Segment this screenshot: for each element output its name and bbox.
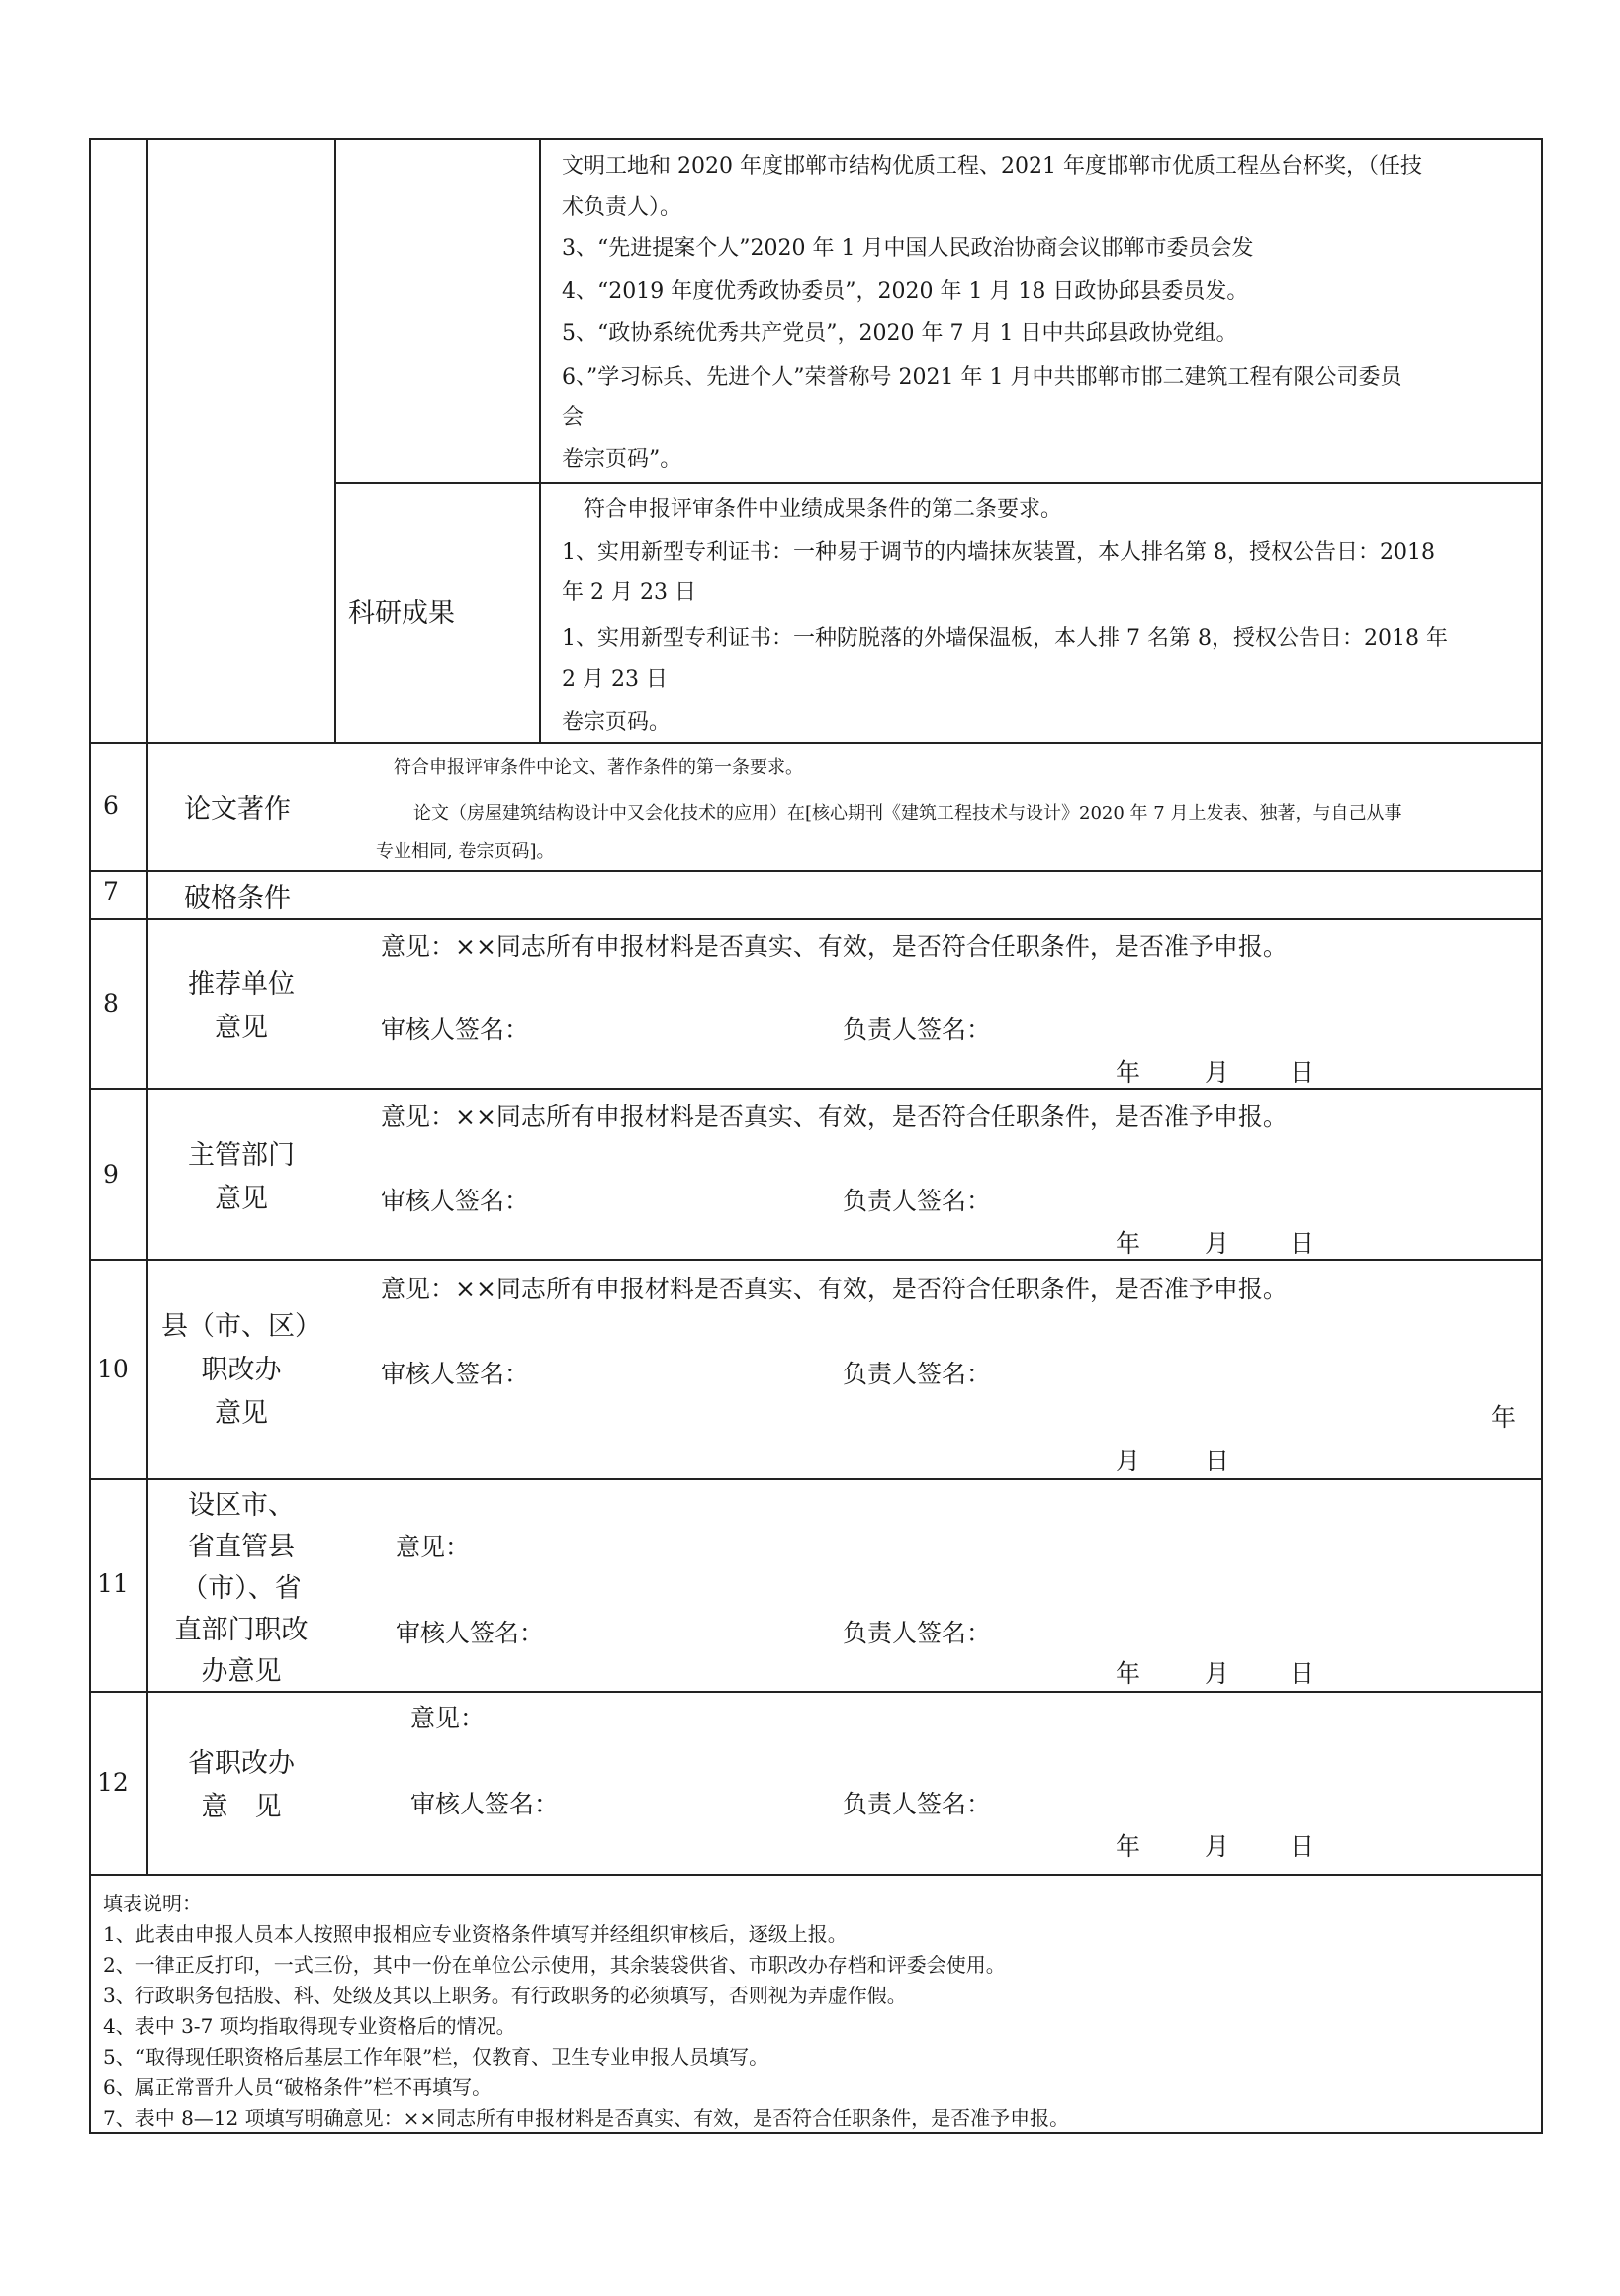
- row-number: 9: [103, 1160, 119, 1189]
- row-divider-8: [89, 1088, 1543, 1090]
- label-line: 直部门职改: [174, 1615, 309, 1645]
- label-line: 意 见: [201, 1792, 282, 1822]
- reviewer-signature-label: 审核人签名：: [381, 1187, 530, 1215]
- date-year: 年: [1116, 1229, 1141, 1258]
- row-divider-6: [89, 870, 1543, 872]
- awards-line: 6、”学习标兵、先进个人”荣誉称号 2021 年 1 月中共邯郸市邯二建筑工程有限公司委员: [562, 365, 1402, 390]
- row-number: 10: [97, 1355, 129, 1383]
- date-month: 月: [1116, 1447, 1141, 1475]
- research-line: 符合申报评审条件中业绩成果条件的第二条要求。: [584, 497, 1063, 522]
- papers-line: 专业相同, 卷宗页码]。: [376, 841, 555, 862]
- opinion-text: 意见：××同志所有申报材料是否真实、有效，是否符合任职条件，是否准予申报。: [381, 1103, 1288, 1131]
- reviewer-signature-label: 审核人签名：: [381, 1360, 530, 1388]
- awards-line: 5、“政协系统优秀共产党员”，2020 年 7 月 1 日中共邱县政协党组。: [562, 321, 1238, 346]
- label-line: 意见: [215, 1184, 268, 1214]
- research-line: 年 2 月 23 日: [562, 580, 696, 605]
- row-divider-12: [89, 1874, 1543, 1876]
- row-number: 7: [103, 877, 119, 906]
- leader-signature-label: 负责人签名：: [843, 1790, 992, 1818]
- notes-item: 1、此表由申报人员本人按照申报相应专业资格条件填写并经组织审核后，逐级上报。: [103, 1922, 848, 1946]
- row-label-papers: 论文著作: [184, 794, 291, 825]
- date-year: 年: [1116, 1058, 1141, 1087]
- papers-line: 符合申报评审条件中论文、著作条件的第一条要求。: [394, 757, 803, 778]
- opinion-text: 意见：: [396, 1533, 471, 1561]
- label-line: 主管部门: [188, 1140, 295, 1171]
- date-day: 日: [1290, 1832, 1315, 1861]
- row-label-city: [148, 1485, 334, 1693]
- reviewer-signature-label: 审核人签名：: [410, 1790, 560, 1818]
- date-year: 年: [1116, 1832, 1141, 1861]
- row-divider-9: [89, 1259, 1543, 1261]
- label-line: 省直管县: [188, 1532, 295, 1562]
- date-month: 月: [1205, 1229, 1230, 1258]
- row-label-province: [148, 1742, 334, 1829]
- notes-item: 4、表中 3-7 项均指取得现专业资格后的情况。: [103, 2014, 516, 2038]
- date-month: 月: [1205, 1058, 1230, 1087]
- notes-item: 6、属正常晋升人员“破格条件”栏不再填写。: [103, 2075, 493, 2099]
- date-day: 日: [1205, 1447, 1230, 1475]
- notes-item: 3、行政职务包括股、科、处级及其以上职务。有行政职务的必须填写，否则视为弄虚作假。: [103, 1984, 907, 2007]
- leader-signature-label: 负责人签名：: [843, 1360, 992, 1388]
- row-number: 8: [103, 989, 119, 1017]
- label-line: 推荐单位: [188, 969, 295, 1000]
- notes-item: 7、表中 8—12 项填写明确意见：××同志所有申报材料是否真实、有效，是否符合任职条件，是否准予申报。: [103, 2106, 1070, 2130]
- row-label-county: [148, 1305, 334, 1436]
- opinion-text: 意见：××同志所有申报材料是否真实、有效，是否符合任职条件，是否准予申报。: [381, 932, 1288, 961]
- label-line: 省职改办: [188, 1748, 295, 1779]
- notes-item: 2、一律正反打印，一式三份，其中一份在单位公示使用，其余装袋供省、市职改办存档和评委会使用。: [103, 1953, 1006, 1977]
- date-month: 月: [1205, 1659, 1230, 1688]
- row-label-department: [148, 1134, 334, 1221]
- col-divider-3-top: [539, 138, 541, 742]
- leader-signature-label: 负责人签名：: [843, 1016, 992, 1044]
- row-label-recommend: [148, 963, 334, 1050]
- reviewer-signature-label: 审核人签名：: [396, 1619, 545, 1647]
- reviewer-signature-label: 审核人签名：: [381, 1016, 530, 1044]
- row-divider-achievements: [334, 482, 1543, 484]
- row-divider-10: [89, 1478, 1543, 1480]
- research-line: 1、实用新型专利证书：一种易于调节的内墙抹灰装置，本人排名第 8，授权公告日：2018: [562, 540, 1435, 565]
- row-number: 12: [97, 1768, 129, 1797]
- awards-line: 术负责人）。: [562, 195, 682, 220]
- awards-line: 文明工地和 2020 年度邯郸市结构优质工程、2021 年度邯郸市优质工程丛台杯奖，（任技: [562, 154, 1422, 179]
- date-month: 月: [1205, 1832, 1230, 1861]
- date-year: 年: [1116, 1659, 1141, 1688]
- leader-signature-label: 负责人签名：: [843, 1187, 992, 1215]
- date-day: 日: [1290, 1659, 1315, 1688]
- notes-item: 5、“取得现任职资格后基层工作年限”栏，仅教育、卫生专业申报人员填写。: [103, 2045, 769, 2069]
- leader-signature-label: 负责人签名：: [843, 1619, 992, 1647]
- label-line: 职改办: [201, 1355, 282, 1385]
- label-line: 设区市、: [188, 1490, 295, 1521]
- row-number: 11: [97, 1569, 129, 1598]
- label-line: 意见: [215, 1398, 268, 1429]
- notes-title: 填表说明：: [103, 1892, 202, 1915]
- opinion-text: 意见：××同志所有申报材料是否真实、有效，是否符合任职条件，是否准予申报。: [381, 1275, 1288, 1303]
- research-label: 科研成果: [348, 598, 455, 629]
- label-line: 县（市、区）: [161, 1311, 321, 1342]
- research-line: 卷宗页码。: [562, 710, 672, 735]
- col-divider-2-top: [334, 138, 336, 742]
- date-day: 日: [1290, 1229, 1315, 1258]
- research-line: 1、实用新型专利证书：一种防脱落的外墙保温板，本人排 7 名第 8，授权公告日：2018 年: [562, 626, 1448, 651]
- awards-line: 卷宗页码”。: [562, 447, 682, 472]
- papers-line: 论文（房屋建筑结构设计中又会化技术的应用）在[核心期刊《建筑工程技术与设计》2020 年 7 月上发表、独著，与自己从事: [413, 803, 1402, 824]
- opinion-text: 意见：: [410, 1704, 486, 1732]
- research-line: 2 月 23 日: [562, 667, 668, 692]
- label-line: （市）、省: [181, 1573, 302, 1604]
- awards-line: 4、“2019 年度优秀政协委员”，2020 年 1 月 18 日政协邱县委员发。: [562, 279, 1249, 304]
- row-number: 6: [103, 791, 119, 820]
- label-line: 办意见: [201, 1656, 282, 1687]
- awards-line: 3、“先进提案个人”2020 年 1 月中国人民政治协商会议邯郸市委员会发: [562, 236, 1254, 261]
- date-day: 日: [1290, 1058, 1315, 1087]
- date-year: 年: [1491, 1403, 1517, 1432]
- row-divider-7: [89, 918, 1543, 920]
- row-divider-5: [89, 742, 1543, 744]
- label-line: 意见: [215, 1013, 268, 1043]
- row-label-exception: 破格条件: [184, 883, 291, 914]
- awards-line: 会: [562, 405, 585, 430]
